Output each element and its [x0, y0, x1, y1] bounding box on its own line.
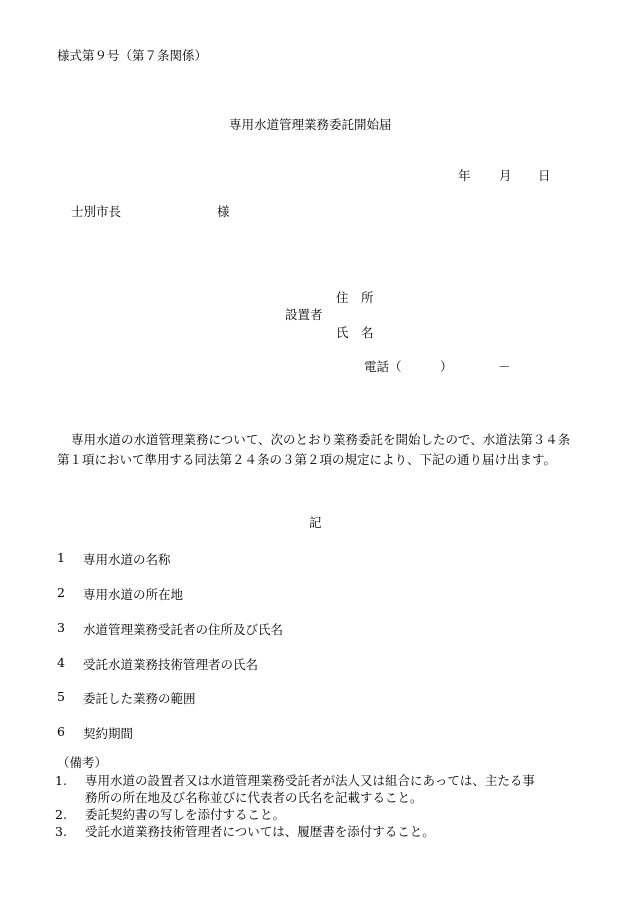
document-title: 専用水道管理業務委託開始届: [229, 117, 392, 132]
body-paragraph: 専用水道の水道管理業務について、次のとおり業務委託を開始したので、水道法第３４条第１項において準用する同法第２４条の３第２項の規定により、下記の通り届け出ます。: [57, 432, 571, 467]
item-number: 2: [57, 585, 65, 600]
date-month-label: 月: [499, 168, 512, 183]
applicant-label: 設置者: [285, 307, 323, 322]
item-number: 5: [57, 689, 65, 704]
notes-header: （備考）: [57, 755, 108, 770]
item-text: 専用水道の名称: [83, 552, 171, 567]
phone-dash: －: [498, 359, 511, 374]
address-label: 住 所: [336, 290, 374, 305]
note-line: [55, 826, 435, 839]
addressee-honorific: 様: [217, 204, 230, 219]
item-number: 1: [57, 550, 65, 565]
phone-label: 電話（: [364, 359, 402, 374]
ki-heading: 記: [309, 515, 322, 530]
date-year-label: 年: [458, 168, 471, 183]
note-number: 2.: [55, 807, 67, 822]
note-text: 専用水道の設置者又は水道管理業務受託者が法人又は組合にあっては、主たる事: [85, 773, 535, 788]
item-number: 4: [57, 655, 65, 670]
item-text: 水道管理業務受託者の住所及び氏名: [83, 622, 284, 637]
note-text: 務所の所在地及び名称並びに代表者の氏名を記載すること。: [85, 790, 423, 805]
note-line: [55, 792, 423, 805]
note-number: 3.: [55, 824, 67, 839]
item-text: 委託した業務の範囲: [83, 691, 196, 706]
item-number: 3: [57, 620, 65, 635]
name-label: 氏 名: [336, 325, 374, 340]
addressee-name: 士別市長: [71, 204, 122, 219]
note-line: [55, 775, 535, 788]
item-text: 専用水道の所在地: [83, 587, 184, 602]
note-number: 1.: [55, 773, 67, 788]
date-day-label: 日: [538, 168, 551, 183]
note-line: [55, 809, 285, 822]
note-text: 委託契約書の写しを添付すること。: [85, 807, 286, 822]
phone-close-paren: ）: [440, 359, 453, 374]
note-text: 受託水道業務技術管理者については、履歴書を添付すること。: [85, 824, 435, 839]
item-text: 受託水道業務技術管理者の氏名: [83, 657, 259, 672]
form-number: 様式第９号（第７条関係）: [57, 48, 208, 63]
item-number: 6: [57, 724, 65, 739]
item-text: 契約期間: [83, 726, 134, 741]
